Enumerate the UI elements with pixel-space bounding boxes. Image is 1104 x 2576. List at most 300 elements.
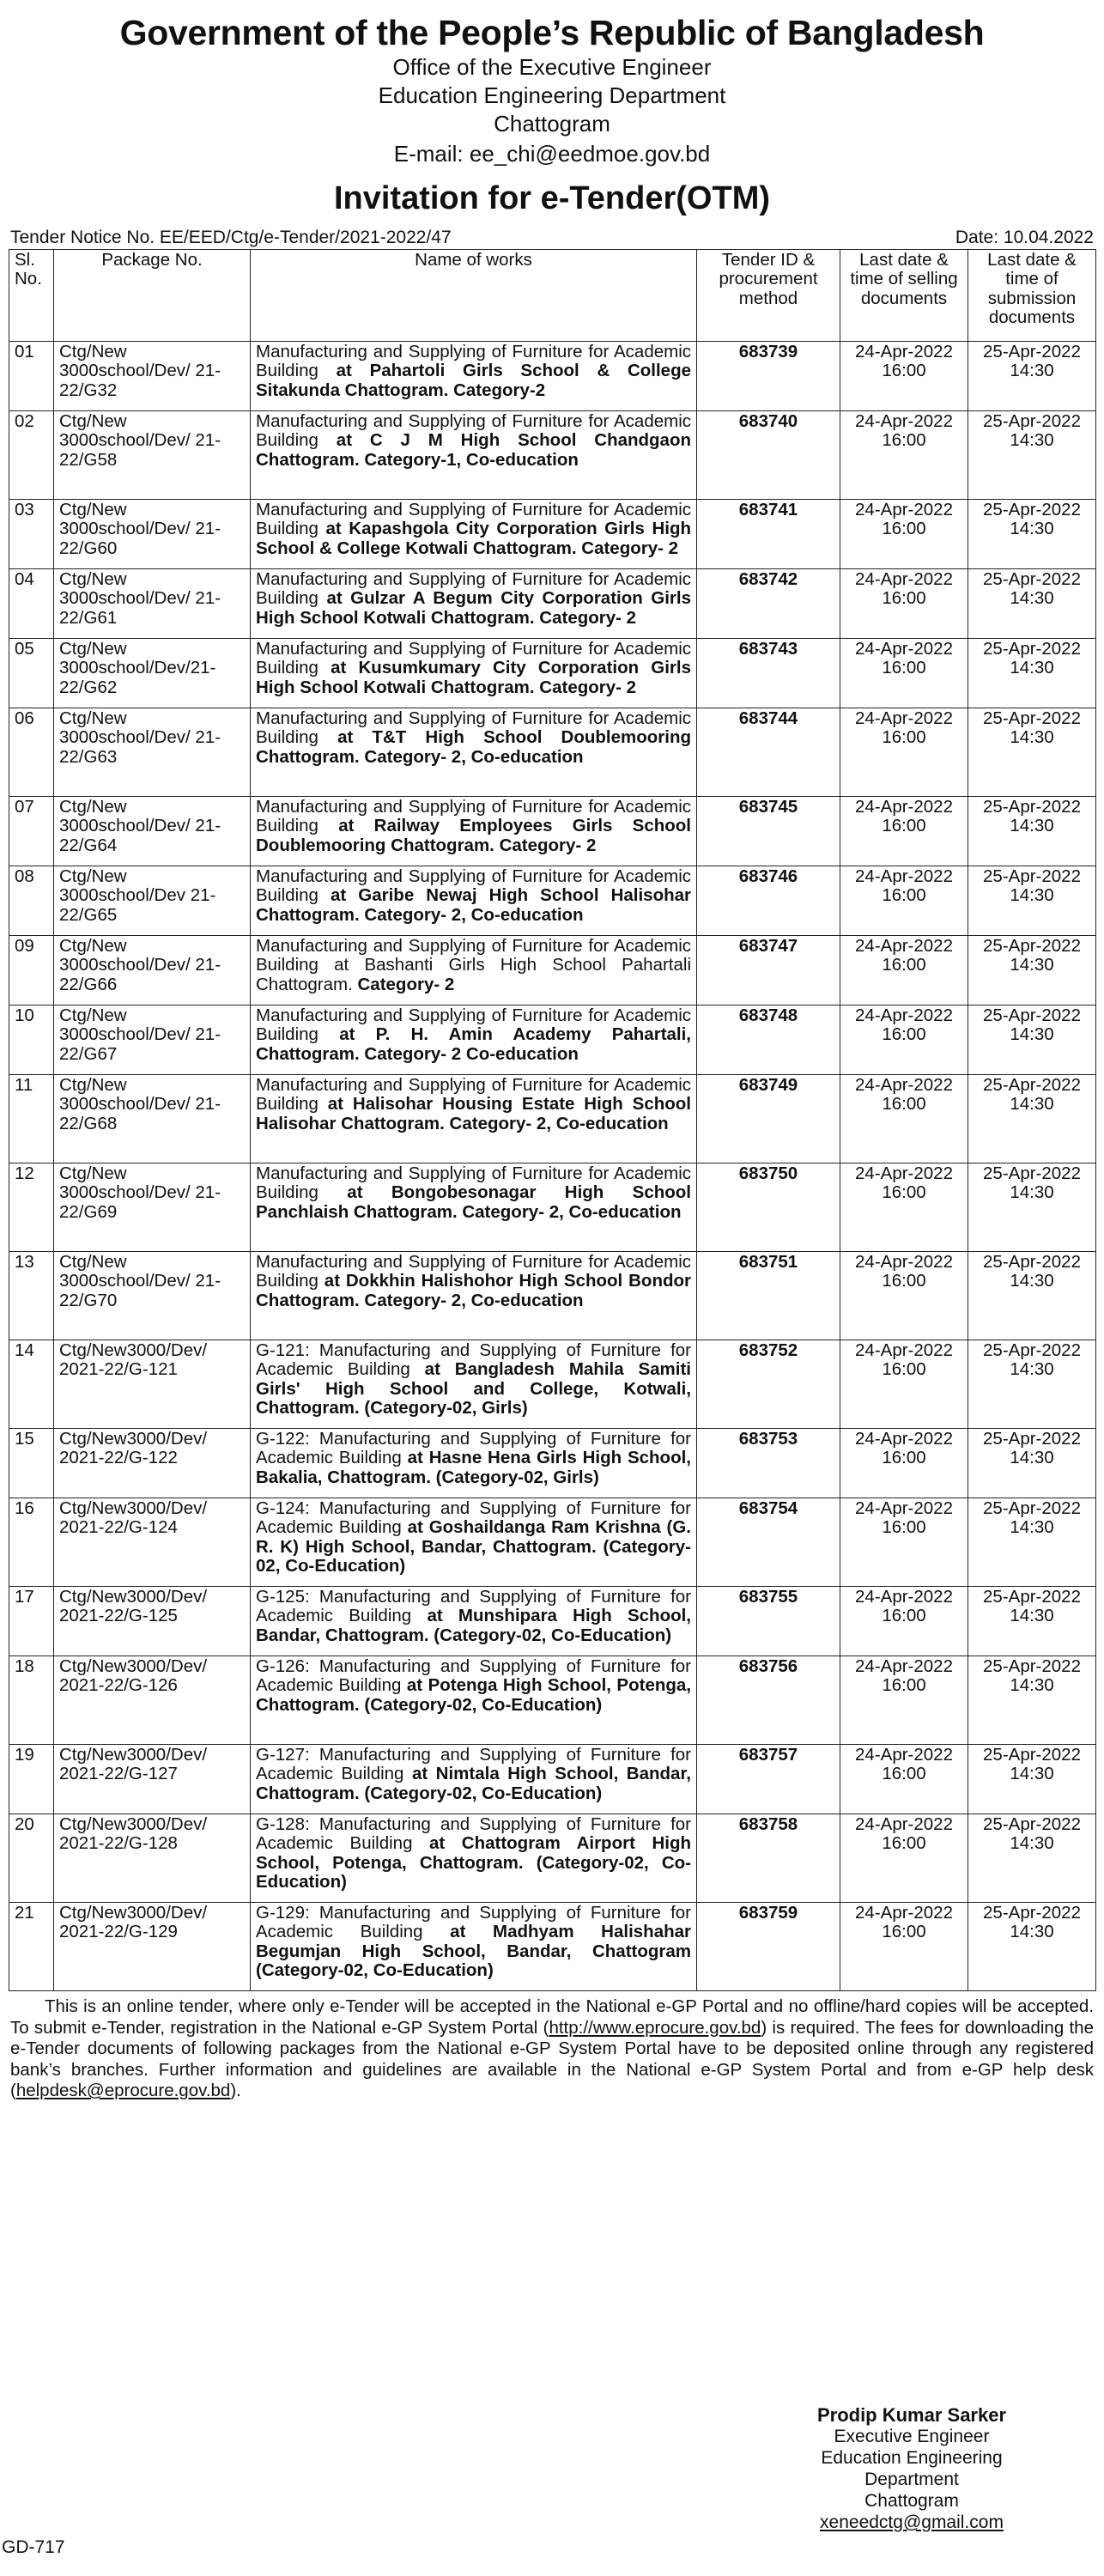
selling-date: 24-Apr-2022	[855, 1745, 953, 1765]
work-location: at T&T High School Doublemooring Chattogram. Category- 2, Co-education	[256, 727, 692, 767]
city-name: Chattogram	[494, 111, 610, 137]
selling-time: 16:00	[882, 430, 926, 451]
row-work-name	[251, 1587, 697, 1656]
work-description: G-124: Manufacturing and Supplying of Furniture for Academic Building	[256, 1498, 691, 1538]
submission-time: 14:30	[1010, 1271, 1054, 1291]
table-row	[9, 1587, 1096, 1656]
row-submission-deadline	[968, 342, 1096, 411]
row-submission-deadline	[968, 1429, 1096, 1498]
table-row	[9, 936, 1096, 1005]
row-serial: 09	[9, 936, 54, 1005]
table-row	[9, 1498, 1096, 1587]
document-code: GD-717	[2, 2537, 65, 2557]
row-work-name	[251, 1656, 697, 1745]
work-location: at Nimtala High School, Bandar, Chattogram. (Category-02, Co-Education)	[256, 1764, 691, 1803]
row-work-name	[251, 411, 697, 500]
table-row	[9, 569, 1096, 639]
selling-time: 16:00	[882, 1271, 926, 1291]
row-selling-deadline	[840, 1498, 968, 1587]
work-description: G-125: Manufacturing and Supplying of Furniture for Academic Building	[256, 1587, 691, 1626]
submission-time: 14:30	[1010, 519, 1054, 539]
row-selling-deadline	[840, 1340, 968, 1429]
selling-time: 16:00	[882, 519, 926, 539]
row-tender-id: 683750	[697, 1163, 840, 1252]
selling-time: 16:00	[882, 1922, 926, 1942]
submission-date: 25-Apr-2022	[983, 1814, 1081, 1834]
submission-time: 14:30	[1010, 1359, 1054, 1380]
selling-time: 16:00	[882, 1024, 926, 1045]
selling-time: 16:00	[882, 588, 926, 609]
row-tender-id: 683751	[697, 1252, 840, 1340]
tender-instructions	[9, 1996, 1095, 2102]
work-location: at Gulzar A Begum City Corporation Girls High School Kotwali Chattogram. Category- 2	[256, 588, 691, 628]
work-description: Manufacturing and Supplying of Furniture for Academic Building	[256, 342, 691, 381]
submission-time: 14:30	[1010, 1833, 1054, 1854]
work-description: Manufacturing and Supplying of Furniture for Academic Building	[256, 411, 691, 451]
work-description: Manufacturing and Supplying of Furniture for Academic Building at Bashanti Girls High School Pahartali Chattogram.	[256, 936, 691, 994]
table-row	[9, 1814, 1096, 1903]
selling-time: 16:00	[882, 1359, 926, 1380]
row-submission-deadline	[968, 569, 1096, 639]
row-work-name	[251, 708, 697, 797]
row-package-number: Ctg/New 3000school/Dev/ 21-22/G67	[54, 1005, 251, 1075]
row-tender-id: 683744	[697, 708, 840, 797]
eprocure-portal-link[interactable]: http://www.eprocure.gov.bd	[549, 2017, 761, 2038]
tender-notice-number: Tender Notice No. EE/EED/Ctg/e-Tender/2021-2022/47	[10, 228, 452, 247]
row-submission-deadline	[968, 1163, 1096, 1252]
submission-time: 14:30	[1010, 1024, 1054, 1045]
work-location: at Kusumkumary City Corporation Girls High School Kotwali Chattogram. Category- 2	[256, 658, 691, 697]
selling-date: 24-Apr-2022	[855, 708, 953, 728]
work-location: at Chattogram Airport High School, Potenga, Chattogram. (Category-02, Co-Education)	[256, 1833, 691, 1893]
row-tender-id: 683749	[697, 1075, 840, 1163]
row-work-name	[251, 1429, 697, 1498]
work-location: at Pahartoli Girls School & College Sitakunda Chattogram. Category-2	[256, 361, 692, 400]
selling-time: 16:00	[882, 1094, 926, 1115]
submission-time: 14:30	[1010, 816, 1054, 836]
work-location: at Munshipara High School, Bandar, Chattogram. (Category-02, Co-Education)	[256, 1606, 692, 1645]
selling-time: 16:00	[882, 885, 926, 906]
row-submission-deadline	[968, 1587, 1096, 1656]
row-serial: 07	[9, 797, 54, 866]
row-work-name	[251, 500, 697, 569]
submission-time: 14:30	[1010, 658, 1054, 678]
row-tender-id: 683756	[697, 1656, 840, 1745]
submission-date: 25-Apr-2022	[983, 1903, 1081, 1923]
row-serial: 02	[9, 411, 54, 500]
row-selling-deadline	[840, 866, 968, 936]
work-location: at Hasne Hena Girls High School, Bakalia, Chattogram. (Category-02, Girls)	[256, 1448, 691, 1487]
row-selling-deadline	[840, 1814, 968, 1903]
row-tender-id: 683752	[697, 1340, 840, 1429]
row-package-number: Ctg/New 3000school/Dev/ 21-22/G69	[54, 1163, 251, 1252]
row-selling-deadline	[840, 1745, 968, 1814]
header-tender-id: Tender ID & procurement method	[697, 250, 840, 342]
row-tender-id: 683758	[697, 1814, 840, 1903]
row-submission-deadline	[968, 1075, 1096, 1163]
work-description: Manufacturing and Supplying of Furniture for Academic Building	[256, 500, 691, 539]
table-row	[9, 708, 1096, 797]
work-description: Manufacturing and Supplying of Furniture for Academic Building	[256, 797, 691, 836]
row-serial: 16	[9, 1498, 54, 1587]
row-package-number: Ctg/New 3000school/Dev/21-22/G62	[54, 639, 251, 708]
selling-date: 24-Apr-2022	[855, 1005, 953, 1025]
table-row	[9, 1340, 1096, 1429]
work-description: Manufacturing and Supplying of Furniture for Academic Building	[256, 708, 691, 748]
row-serial: 11	[9, 1075, 54, 1163]
row-submission-deadline	[968, 708, 1096, 797]
office-name: Office of the Executive Engineer	[392, 54, 712, 80]
row-selling-deadline	[840, 639, 968, 708]
selling-date: 24-Apr-2022	[855, 1163, 953, 1183]
selling-time: 16:00	[882, 1448, 926, 1468]
submission-date: 25-Apr-2022	[983, 639, 1081, 659]
signatory-city: Chattogram	[864, 2491, 959, 2511]
signatory-department: Education Engineering Department	[821, 2448, 1003, 2489]
selling-date: 24-Apr-2022	[855, 1587, 953, 1607]
row-package-number: Ctg/New 3000school/Dev/ 21-22/G63	[54, 708, 251, 797]
submission-time: 14:30	[1010, 430, 1054, 451]
submission-date: 25-Apr-2022	[983, 1340, 1081, 1360]
row-tender-id: 683755	[697, 1587, 840, 1656]
work-description: G-128: Manufacturing and Supplying of Furniture for Academic Building	[256, 1814, 691, 1854]
row-submission-deadline	[968, 1252, 1096, 1340]
document-header	[9, 12, 1095, 218]
work-location: at Garibe Newaj High School Halisohar Chattogram. Category- 2, Co-education	[256, 885, 691, 925]
row-selling-deadline	[840, 1429, 968, 1498]
row-package-number: Ctg/New 3000school/Dev/ 21-22/G64	[54, 797, 251, 866]
row-submission-deadline	[968, 1005, 1096, 1075]
table-row	[9, 866, 1096, 936]
selling-date: 24-Apr-2022	[855, 1252, 953, 1272]
submission-date: 25-Apr-2022	[983, 1252, 1081, 1272]
submission-date: 25-Apr-2022	[983, 708, 1081, 728]
government-title: Government of the People’s Republic of Bangladesh	[119, 13, 985, 52]
submission-date: 25-Apr-2022	[983, 1745, 1081, 1765]
office-email: E-mail: ee_chi@eedmoe.gov.bd	[393, 141, 711, 167]
submission-date: 25-Apr-2022	[983, 500, 1081, 519]
work-description: Manufacturing and Supplying of Furniture for Academic Building	[256, 1252, 691, 1291]
row-tender-id: 683753	[697, 1429, 840, 1498]
selling-date: 24-Apr-2022	[855, 1075, 953, 1095]
row-serial: 15	[9, 1429, 54, 1498]
submission-date: 25-Apr-2022	[983, 1075, 1081, 1095]
selling-date: 24-Apr-2022	[855, 1903, 953, 1923]
row-selling-deadline	[840, 411, 968, 500]
work-location: at Halisohar Housing Estate High School Halisohar Chattogram. Category- 2, Co-education	[256, 1094, 691, 1133]
work-location: at Bongobesonagar High School Panchlaish Chattogram. Category- 2, Co-education	[256, 1182, 692, 1222]
row-work-name	[251, 1498, 697, 1587]
work-location: at Railway Employees Girls School Doublemooring Chattogram. Category- 2	[256, 816, 692, 855]
submission-date: 25-Apr-2022	[983, 1656, 1081, 1676]
table-row	[9, 1429, 1096, 1498]
selling-date: 24-Apr-2022	[855, 1498, 953, 1518]
row-submission-deadline	[968, 1498, 1096, 1587]
row-work-name	[251, 1163, 697, 1252]
row-selling-deadline	[840, 1903, 968, 1991]
submission-time: 14:30	[1010, 588, 1054, 609]
table-row	[9, 1745, 1096, 1814]
row-work-name	[251, 1252, 697, 1340]
row-submission-deadline	[968, 500, 1096, 569]
selling-date: 24-Apr-2022	[855, 797, 953, 817]
row-serial: 04	[9, 569, 54, 639]
row-work-name	[251, 866, 697, 936]
row-selling-deadline	[840, 342, 968, 411]
selling-date: 24-Apr-2022	[855, 1814, 953, 1834]
submission-time: 14:30	[1010, 361, 1054, 381]
selling-time: 16:00	[882, 1764, 926, 1784]
submission-time: 14:30	[1010, 727, 1054, 748]
row-serial: 12	[9, 1163, 54, 1252]
table-row	[9, 500, 1096, 569]
work-location: at Goshaildanga Ram Krishna (G. R. K) High School, Bandar, Chattogram. (Category-02, Co-Education)	[256, 1517, 692, 1577]
work-description: G-126: Manufacturing and Supplying of Furniture for Academic Building	[256, 1656, 691, 1696]
submission-date: 25-Apr-2022	[983, 1005, 1081, 1025]
work-description: Manufacturing and Supplying of Furniture for Academic Building	[256, 569, 691, 609]
signatory-email[interactable]: xeneedctg@gmail.com	[820, 2512, 1004, 2532]
signature-block	[774, 2404, 1049, 2533]
signatory-designation: Executive Engineer	[834, 2427, 990, 2446]
row-tender-id: 683740	[697, 411, 840, 500]
work-location: at Dokkhin Halishohor High School Bondor Chattogram. Category- 2, Co-education	[256, 1271, 691, 1310]
row-package-number: Ctg/New3000/Dev/ 2021-22/G-122	[54, 1429, 251, 1498]
selling-time: 16:00	[882, 658, 926, 678]
selling-date: 24-Apr-2022	[855, 1656, 953, 1676]
row-work-name	[251, 1814, 697, 1903]
row-tender-id: 683741	[697, 500, 840, 569]
row-serial: 21	[9, 1903, 54, 1991]
header-sl: Sl. No.	[9, 250, 54, 342]
selling-time: 16:00	[882, 1606, 926, 1626]
row-serial: 20	[9, 1814, 54, 1903]
row-work-name	[251, 1903, 697, 1991]
table-row	[9, 342, 1096, 411]
department-name: Education Engineering Department	[378, 82, 726, 108]
row-package-number: Ctg/New3000/Dev/ 2021-22/G-125	[54, 1587, 251, 1656]
selling-date: 24-Apr-2022	[855, 342, 953, 361]
selling-date: 24-Apr-2022	[855, 1429, 953, 1449]
helpdesk-email-link[interactable]: helpdesk@eprocure.gov.bd	[15, 2081, 231, 2100]
work-location: at Madhyam Halishahar Begumjan High School, Bandar, Chattogram (Category-02, Co-Education)	[256, 1922, 691, 1981]
row-work-name	[251, 797, 697, 866]
row-package-number: Ctg/New 3000school/Dev/ 21-22/G60	[54, 500, 251, 569]
selling-date: 24-Apr-2022	[855, 866, 953, 886]
signatory-name: Prodip Kumar Sarker	[816, 2404, 1007, 2426]
header-submission: Last date & time of submission documents	[968, 250, 1096, 342]
table-row	[9, 411, 1096, 500]
row-serial: 03	[9, 500, 54, 569]
row-tender-id: 683745	[697, 797, 840, 866]
selling-date: 24-Apr-2022	[855, 1340, 953, 1360]
table-row	[9, 639, 1096, 708]
work-location: at C J M High School Chandgaon Chattogram. Category-1, Co-education	[256, 430, 691, 470]
row-serial: 08	[9, 866, 54, 936]
row-tender-id: 683759	[697, 1903, 840, 1991]
submission-time: 14:30	[1010, 1448, 1054, 1468]
submission-date: 25-Apr-2022	[983, 797, 1081, 817]
row-submission-deadline	[968, 797, 1096, 866]
table-row	[9, 797, 1096, 866]
tender-notice-page	[9, 0, 1095, 2576]
work-description: G-122: Manufacturing and Supplying of Furniture for Academic Building	[256, 1429, 691, 1468]
selling-date: 24-Apr-2022	[855, 639, 953, 659]
instructions-part2: ) is required. The fees for downloading the e-Tender documents of following packages from the National e-GP System Portal have to be deposited online through any registered bank’s branches. Further information and guidelines are available in the National e-GP System Portal and from e-GP help desk (	[10, 2017, 1094, 2100]
row-selling-deadline	[840, 1252, 968, 1340]
submission-date: 25-Apr-2022	[983, 1429, 1081, 1449]
row-selling-deadline	[840, 1587, 968, 1656]
table-header-row	[9, 250, 1096, 342]
submission-date: 25-Apr-2022	[983, 411, 1081, 431]
row-submission-deadline	[968, 1745, 1096, 1814]
work-location: at Kapashgola City Corporation Girls High School & College Kotwali Chattogram. Category- 2	[256, 519, 691, 558]
selling-time: 16:00	[882, 361, 926, 381]
submission-time: 14:30	[1010, 1764, 1054, 1784]
row-selling-deadline	[840, 1163, 968, 1252]
row-work-name	[251, 569, 697, 639]
work-location: at P. H. Amin Academy Pahartali, Chattogram. Category- 2 Co-education	[256, 1024, 692, 1064]
row-submission-deadline	[968, 866, 1096, 936]
row-selling-deadline	[840, 936, 968, 1005]
header-package: Package No.	[54, 250, 251, 342]
row-selling-deadline	[840, 1005, 968, 1075]
header-works: Name of works	[251, 250, 697, 342]
submission-time: 14:30	[1010, 1606, 1054, 1626]
row-tender-id: 683754	[697, 1498, 840, 1587]
row-selling-deadline	[840, 1656, 968, 1745]
row-package-number: Ctg/New3000/Dev/ 2021-22/G-129	[54, 1903, 251, 1991]
table-row	[9, 1903, 1096, 1991]
row-work-name	[251, 1340, 697, 1429]
row-work-name	[251, 1005, 697, 1075]
work-location: at Potenga High School, Potenga, Chattogram. (Category-02, Co-Education)	[256, 1675, 691, 1715]
row-serial: 13	[9, 1252, 54, 1340]
table-row	[9, 1656, 1096, 1745]
tender-table	[9, 249, 1096, 1991]
instructions-part1: This is an online tender, where only e-Tender will be accepted in the National e-GP Portal and no offline/hard copies will be accepted. To submit e-Tender, registration in the National e-GP System Portal (	[10, 1996, 1094, 2038]
row-submission-deadline	[968, 936, 1096, 1005]
work-description: G-129: Manufacturing and Supplying of Furniture for Academic Building	[256, 1903, 691, 1942]
selling-time: 16:00	[882, 1675, 926, 1696]
row-tender-id: 683748	[697, 1005, 840, 1075]
row-serial: 14	[9, 1340, 54, 1429]
submission-time: 14:30	[1010, 1094, 1054, 1115]
row-work-name	[251, 639, 697, 708]
row-serial: 10	[9, 1005, 54, 1075]
selling-time: 16:00	[882, 955, 926, 975]
selling-time: 16:00	[882, 727, 926, 748]
row-package-number: Ctg/New 3000school/Dev/ 21-22/G70	[54, 1252, 251, 1340]
submission-time: 14:30	[1010, 1922, 1054, 1942]
notice-date: Date: 10.04.2022	[955, 228, 1094, 247]
row-tender-id: 683742	[697, 569, 840, 639]
work-description: G-121: Manufacturing and Supplying of Furniture for Academic Building	[256, 1340, 691, 1380]
row-package-number: Ctg/New 3000school/Dev/ 21-22/G32	[54, 342, 251, 411]
invitation-title: Invitation for e-Tender(OTM)	[333, 180, 771, 216]
row-selling-deadline	[840, 708, 968, 797]
row-selling-deadline	[840, 569, 968, 639]
row-tender-id: 683757	[697, 1745, 840, 1814]
work-description: G-127: Manufacturing and Supplying of Furniture for Academic Building	[256, 1745, 691, 1784]
table-row	[9, 1005, 1096, 1075]
instructions-part3: ).	[230, 2081, 241, 2100]
work-description: Manufacturing and Supplying of Furniture for Academic Building	[256, 1163, 691, 1203]
selling-time: 16:00	[882, 816, 926, 836]
selling-time: 16:00	[882, 1517, 926, 1538]
submission-date: 25-Apr-2022	[983, 1498, 1081, 1518]
submission-date: 25-Apr-2022	[983, 936, 1081, 956]
submission-time: 14:30	[1010, 1675, 1054, 1696]
row-work-name	[251, 1075, 697, 1163]
row-submission-deadline	[968, 639, 1096, 708]
work-location: at Bangladesh Mahila Samiti Girls' High School and College, Kotwali, Chattogram. (Category-02, Girls)	[256, 1359, 691, 1419]
row-serial: 01	[9, 342, 54, 411]
selling-date: 24-Apr-2022	[855, 936, 953, 956]
row-selling-deadline	[840, 797, 968, 866]
selling-date: 24-Apr-2022	[855, 500, 953, 519]
row-serial: 18	[9, 1656, 54, 1745]
work-description: Manufacturing and Supplying of Furniture for Academic Building	[256, 1075, 691, 1115]
header-selling: Last date & time of selling documents	[840, 250, 968, 342]
row-work-name	[251, 1745, 697, 1814]
submission-date: 25-Apr-2022	[983, 569, 1081, 589]
row-package-number: Ctg/New 3000school/Dev/ 21-22/G66	[54, 936, 251, 1005]
row-package-number: Ctg/New3000/Dev/ 2021-22/G-128	[54, 1814, 251, 1903]
work-description: Manufacturing and Supplying of Furniture for Academic Building	[256, 639, 691, 678]
row-tender-id: 683743	[697, 639, 840, 708]
row-serial: 17	[9, 1587, 54, 1656]
row-tender-id: 683746	[697, 866, 840, 936]
notice-info-row	[9, 227, 1095, 249]
row-submission-deadline	[968, 411, 1096, 500]
row-tender-id: 683739	[697, 342, 840, 411]
row-work-name	[251, 342, 697, 411]
submission-time: 14:30	[1010, 1182, 1054, 1203]
row-selling-deadline	[840, 500, 968, 569]
work-description: Manufacturing and Supplying of Furniture for Academic Building	[256, 866, 691, 906]
submission-time: 14:30	[1010, 955, 1054, 975]
submission-date: 25-Apr-2022	[983, 1587, 1081, 1607]
row-submission-deadline	[968, 1656, 1096, 1745]
row-package-number: Ctg/New 3000school/Dev/ 21-22/G58	[54, 411, 251, 500]
submission-date: 25-Apr-2022	[983, 1163, 1081, 1183]
row-package-number: Ctg/New3000/Dev/ 2021-22/G-121	[54, 1340, 251, 1429]
row-submission-deadline	[968, 1903, 1096, 1991]
work-location: Category- 2	[357, 974, 455, 994]
row-submission-deadline	[968, 1814, 1096, 1903]
row-serial: 05	[9, 639, 54, 708]
row-tender-id: 683747	[697, 936, 840, 1005]
selling-date: 24-Apr-2022	[855, 569, 953, 589]
row-package-number: Ctg/New 3000school/Dev/ 21-22/G68	[54, 1075, 251, 1163]
row-package-number: Ctg/New3000/Dev/ 2021-22/G-127	[54, 1745, 251, 1814]
work-description: Manufacturing and Supplying of Furniture for Academic Building	[256, 1005, 691, 1045]
row-package-number: Ctg/New3000/Dev/ 2021-22/G-126	[54, 1656, 251, 1745]
row-serial: 06	[9, 708, 54, 797]
selling-date: 24-Apr-2022	[855, 411, 953, 431]
submission-date: 25-Apr-2022	[983, 866, 1081, 886]
row-package-number: Ctg/New 3000school/Dev/ 21-22/G61	[54, 569, 251, 639]
table-row	[9, 1075, 1096, 1163]
row-serial: 19	[9, 1745, 54, 1814]
row-package-number: Ctg/New 3000school/Dev 21-22/G65	[54, 866, 251, 936]
selling-time: 16:00	[882, 1833, 926, 1854]
table-row	[9, 1252, 1096, 1340]
table-row	[9, 1163, 1096, 1252]
selling-time: 16:00	[882, 1182, 926, 1203]
row-submission-deadline	[968, 1340, 1096, 1429]
submission-date: 25-Apr-2022	[983, 342, 1081, 361]
